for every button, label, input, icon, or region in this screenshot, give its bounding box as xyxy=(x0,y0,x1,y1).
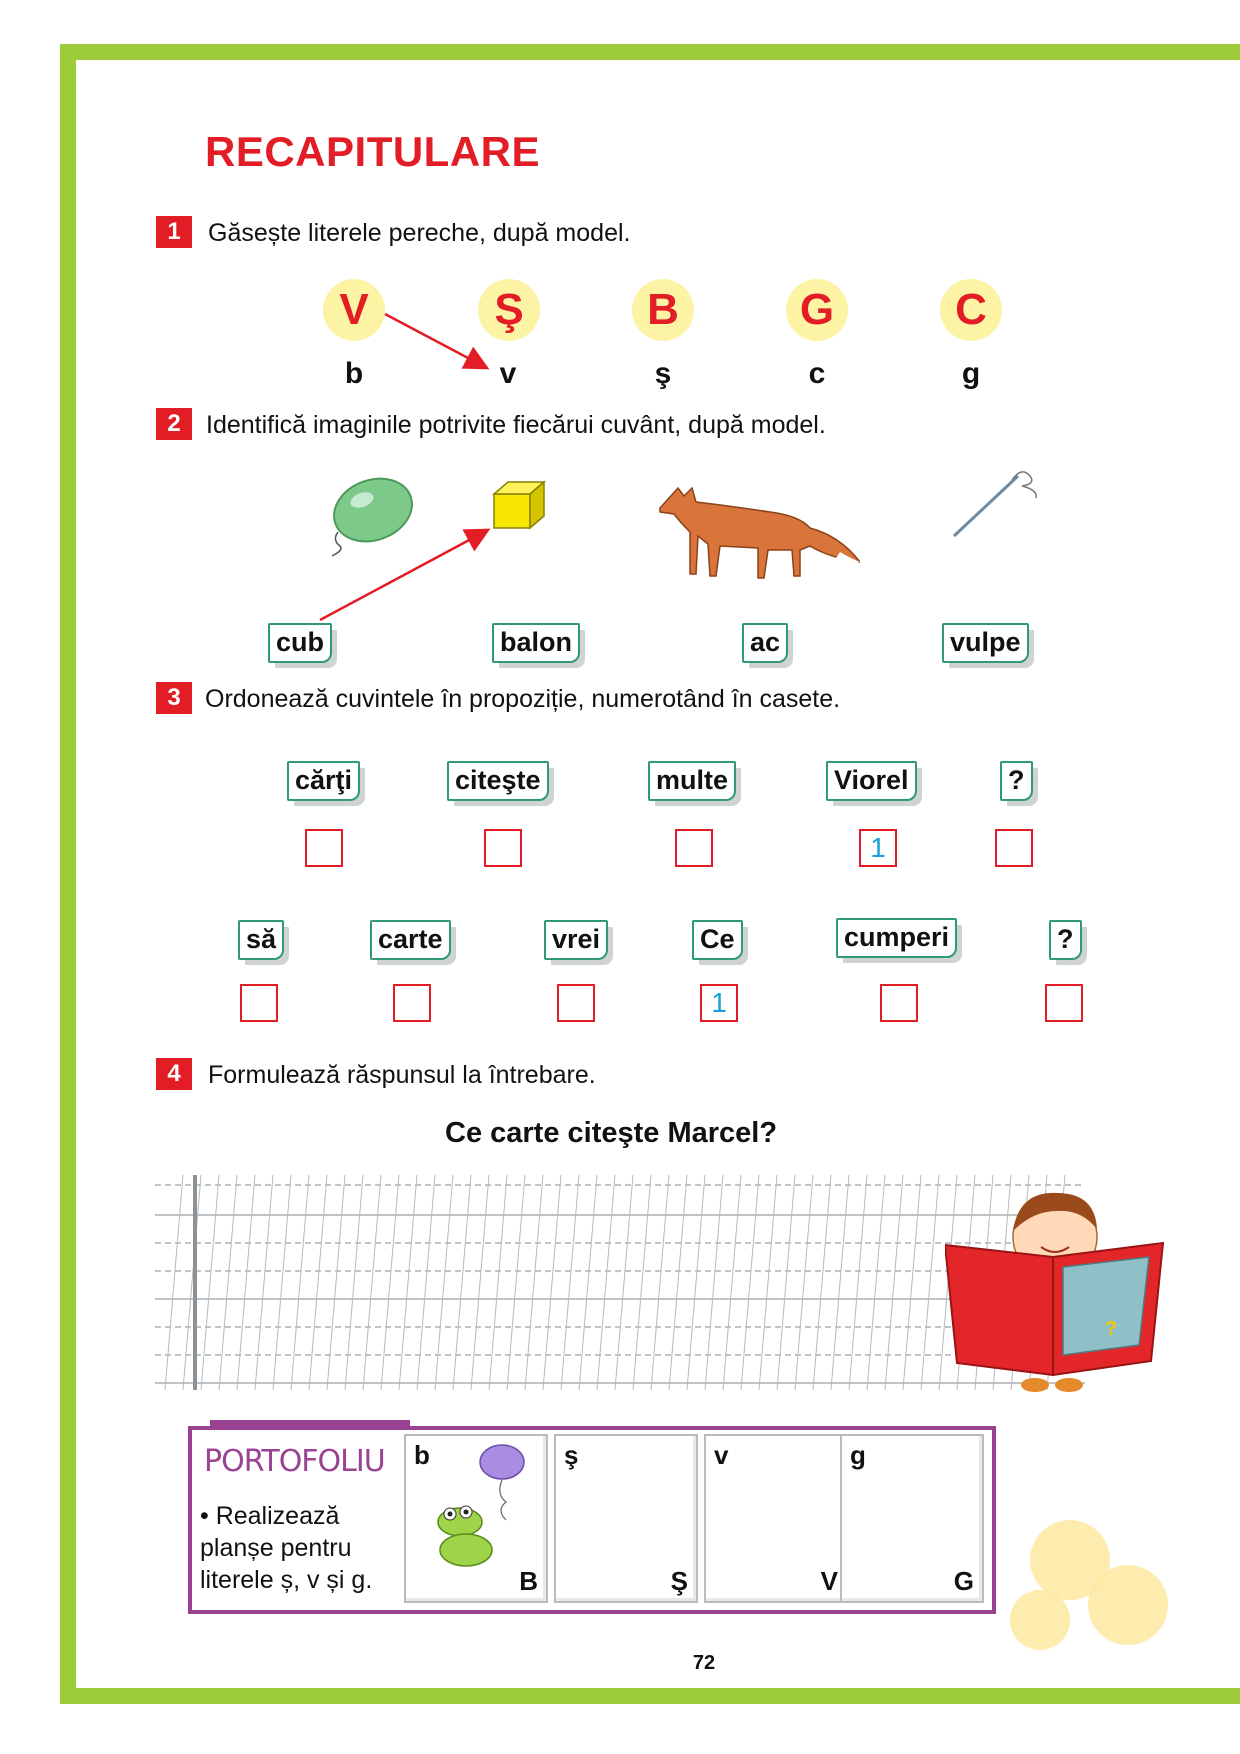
portfolio-panel-v[interactable] xyxy=(704,1434,848,1603)
lowercase-letter: v xyxy=(499,357,517,390)
model-arrow-ex1 xyxy=(385,314,485,367)
word-tag: cărţi xyxy=(287,761,360,801)
exercise-2-number: 2 xyxy=(156,408,192,440)
portfolio-panel-g[interactable] xyxy=(840,1434,984,1603)
exercise-1-instruction: Găsește literele pereche, după model. xyxy=(208,219,631,247)
number-box[interactable]: 1 xyxy=(700,984,738,1022)
frog-balloon-illustration xyxy=(426,1442,536,1572)
portfolio-panel-b xyxy=(404,1434,548,1603)
uppercase-letter-circle: B xyxy=(632,279,694,341)
portfolio-instruction: • Realizează planșe pentru literele ș, v și g. xyxy=(200,1502,373,1594)
word-tag: vrei xyxy=(544,920,608,960)
word-tag: ? xyxy=(1000,761,1033,801)
number-box[interactable] xyxy=(675,829,713,867)
exercise-3-number: 3 xyxy=(156,682,192,714)
word-tag: ? xyxy=(1049,920,1082,960)
panel-lowercase-letter: g xyxy=(850,1440,866,1470)
page-number: 72 xyxy=(692,1652,716,1674)
uppercase-letter-circle: C xyxy=(940,279,1002,341)
exercise-2-instruction: Identifică imaginile potrivite fiecărui cuvânt, după model. xyxy=(206,411,826,439)
exercise-3-instruction: Ordonează cuvintele în propoziție, numerotând în casete. xyxy=(205,685,841,713)
uppercase-letter-circle: V xyxy=(323,279,385,341)
word-tag: citeşte xyxy=(447,761,549,801)
panel-uppercase-letter: B xyxy=(519,1566,538,1596)
exercise-1-number: 1 xyxy=(156,216,192,248)
panel-lowercase-letter: ş xyxy=(564,1440,579,1470)
panel-lowercase-letter: v xyxy=(714,1440,729,1470)
number-box[interactable] xyxy=(240,984,278,1022)
portfolio-title: PORTOFOLIU xyxy=(204,1444,385,1479)
uppercase-letter-circle: G xyxy=(786,279,848,341)
portfolio-box xyxy=(188,1426,996,1614)
number-box[interactable] xyxy=(995,829,1033,867)
boy-reading-illustration xyxy=(945,1185,1170,1395)
number-box[interactable] xyxy=(1045,984,1083,1022)
question-text: Ce carte citeşte Marcel? xyxy=(445,1117,778,1149)
page-title: RECAPITULARE xyxy=(205,128,541,175)
lowercase-letter: g xyxy=(961,357,981,390)
word-tag: vulpe xyxy=(942,623,1029,663)
panel-uppercase-letter: V xyxy=(820,1566,838,1596)
lowercase-letter: ş xyxy=(654,357,672,390)
lowercase-letter: c xyxy=(808,357,826,390)
panel-uppercase-letter: Ş xyxy=(670,1566,688,1596)
word-tag: să xyxy=(238,920,284,960)
cube-image xyxy=(490,476,550,532)
portfolio-panel-s[interactable] xyxy=(554,1434,698,1603)
number-box[interactable] xyxy=(393,984,431,1022)
svg-text:?: ? xyxy=(1105,1318,1118,1340)
word-tag: balon xyxy=(492,623,580,663)
decorative-bubble xyxy=(1010,1590,1070,1650)
number-box[interactable] xyxy=(557,984,595,1022)
word-tag: cub xyxy=(268,623,332,663)
number-box[interactable] xyxy=(484,829,522,867)
uppercase-letter-circle: Ş xyxy=(478,279,540,341)
number-box[interactable] xyxy=(880,984,918,1022)
word-tag: Viorel xyxy=(826,761,917,801)
panel-uppercase-letter: G xyxy=(953,1566,974,1596)
panel-lowercase-letter: b xyxy=(414,1440,430,1470)
number-box[interactable] xyxy=(305,829,343,867)
exercise-4-instruction: Formulează răspunsul la întrebare. xyxy=(208,1061,596,1089)
number-box[interactable]: 1 xyxy=(859,829,897,867)
word-tag: Ce xyxy=(692,920,743,960)
word-tag: multe xyxy=(648,761,736,801)
balloon-image xyxy=(318,474,418,560)
fox-image xyxy=(650,466,860,582)
exercise-4-number: 4 xyxy=(156,1058,192,1090)
lowercase-letter: b xyxy=(344,357,364,390)
word-tag: ac xyxy=(742,623,788,663)
decorative-bubble xyxy=(1088,1565,1168,1645)
word-tag: cumperi xyxy=(836,918,957,958)
needle-image xyxy=(950,466,1040,540)
word-tag: carte xyxy=(370,920,451,960)
